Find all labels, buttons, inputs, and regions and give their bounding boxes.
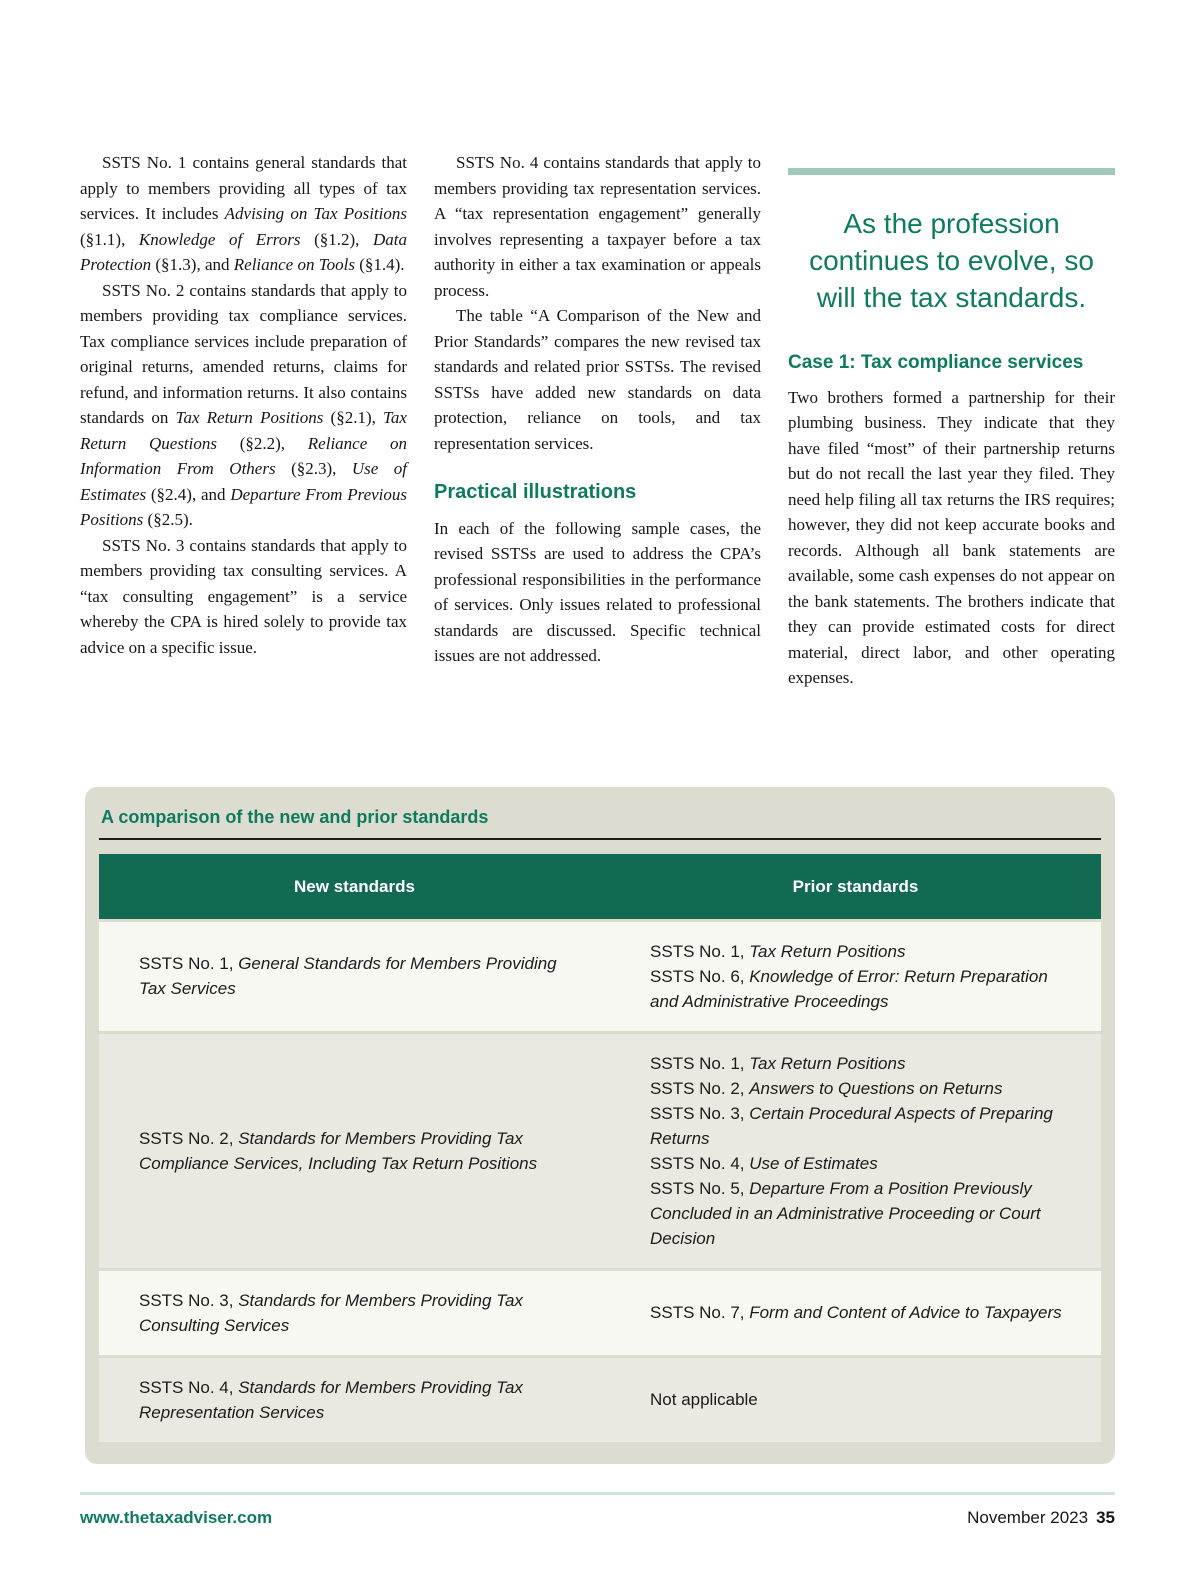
table-title: A comparison of the new and prior standards [101, 807, 489, 827]
footer-issue-date: November 2023 [967, 1508, 1089, 1527]
comparison-table [99, 854, 1101, 1442]
title-rule [99, 838, 1101, 840]
pull-quote-bar [788, 168, 1115, 175]
table-header-row [99, 854, 1101, 920]
paragraph: In each of the following sample cases, the revised SSTSs are used to address the CPA’s professional responsibilities in the performance of services. Only issues related to professional standards are discussed. Specific technical issues are not addressed. [434, 518, 761, 665]
table-cell-new: SSTS No. 1, General Standards for Members Providing Tax Services [99, 920, 610, 1032]
table-header-prior: Prior standards [610, 854, 1101, 920]
paragraph: Two brothers formed a partnership for their plumbing business. They indicate that they have filed “most” of their partnership returns but do not recall the last year they filed. They need help filing all tax returns the IRS requires; however, they did not keep accurate books and records. Although all bank statements are available, some cash expenses do not appear on the bank statements. The brothers indicate that they can provide estimated costs for direct material, direct labor, and other operating expenses. [788, 387, 1115, 687]
table-header-new: New standards [99, 854, 610, 920]
footer-issue [967, 1508, 1115, 1528]
table-cell-prior: SSTS No. 1, Tax Return Positions SSTS No. 2, Answers to Questions on Returns SSTS No. 3, Certain Procedural Aspects of Preparing Returns SSTS No. 4, Use of Estimates SSTS No. 5, Departure From a Position Previously Concluded in an Administrative Proceeding or Court Decision [610, 1032, 1101, 1269]
article-columns [80, 150, 1115, 691]
table-row [99, 1269, 1101, 1356]
comparison-panel [85, 787, 1115, 1464]
pull-quote: As the profession continues to evolve, so will the tax standards. [809, 208, 1094, 313]
table-row [99, 1032, 1101, 1269]
footer [80, 1492, 1115, 1528]
paragraph: SSTS No. 3 contains standards that apply to members providing tax consulting services. A “tax consulting engagement” is a service whereby the CPA is hired solely to provide tax advice on a specific issue. [80, 535, 407, 657]
table-cell-prior: SSTS No. 7, Form and Content of Advice to Taxpayers [610, 1269, 1101, 1356]
paragraph: SSTS No. 1 contains general standards that apply to members providing all types of tax services. It includes Advising on Tax Positions (§1.1), Knowledge of Errors (§1.2), Data Protection (§1.3), and Reliance on Tools (§1.4). [80, 153, 407, 274]
table-row [99, 1356, 1101, 1442]
footer-site-link[interactable]: www.thetaxadviser.com [80, 1508, 273, 1527]
paragraph: SSTS No. 4 contains standards that apply to members providing tax representation services. A “tax representation engagement” generally involves representing a taxpayer before a tax authority in either a tax examination or appeals process. [434, 153, 761, 300]
paragraph: SSTS No. 2 contains standards that apply to members providing tax compliance services. Tax compliance services include preparation of original returns, amended returns, claims for refund, and information returns. It also contains standards on Tax Return Positions (§2.1), Tax Return Questions (§2.2), Reliance on Information From Others (§2.3), Use of Estimates (§2.4), and Departure From Previous Positions (§2.5). [80, 280, 407, 529]
paragraph: The table “A Comparison of the New and Prior Standards” compares the new revised tax standards and related prior SSTSs. The revised SSTSs have added new standards on data protection, reliance on tools, and tax representation services. [434, 306, 761, 453]
table-cell-prior: Not applicable [610, 1356, 1101, 1442]
column-2 [434, 150, 761, 691]
table-cell-new: SSTS No. 2, Standards for Members Providing Tax Compliance Services, Including Tax Return Positions [99, 1032, 610, 1269]
column-3 [788, 150, 1115, 691]
table-cell-new: SSTS No. 4, Standards for Members Providing Tax Representation Services [99, 1356, 610, 1442]
column-1 [80, 150, 407, 691]
footer-page-number: 35 [1096, 1508, 1115, 1527]
section-heading-practical-illustrations: Practical illustrations [434, 481, 637, 503]
table-row [99, 920, 1101, 1032]
table-cell-prior: SSTS No. 1, Tax Return Positions SSTS No. 6, Knowledge of Error: Return Preparation and Administrative Proceedings [610, 920, 1101, 1032]
table-cell-new: SSTS No. 3, Standards for Members Providing Tax Consulting Services [99, 1269, 610, 1356]
case-1-heading: Case 1: Tax compliance services [788, 352, 1084, 373]
